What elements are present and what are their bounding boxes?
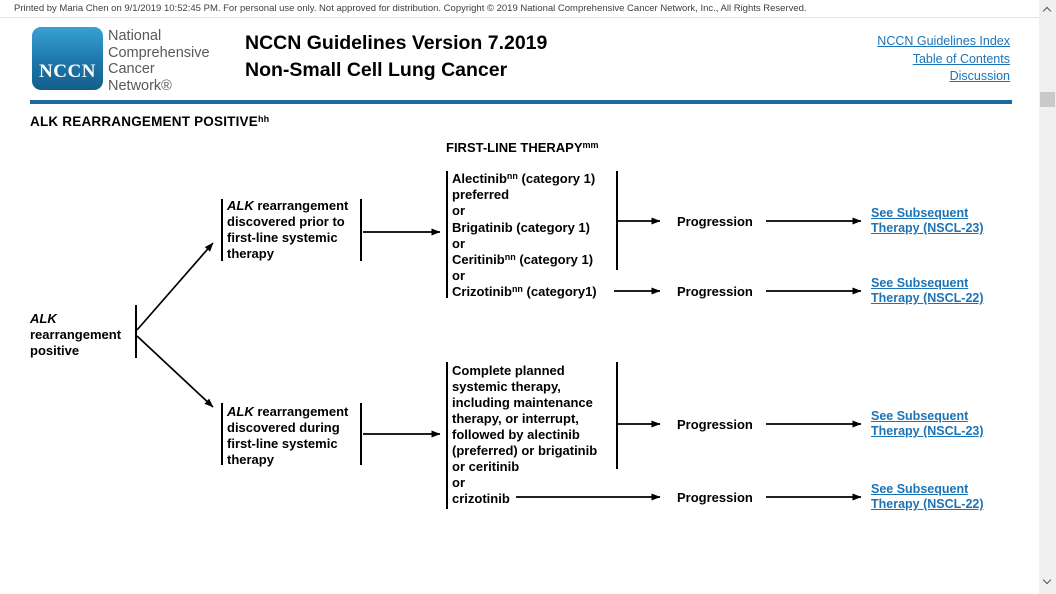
progression-label-4: Progression <box>677 490 753 505</box>
progression-label-2: Progression <box>677 284 753 299</box>
org-name-line: Network® <box>108 77 172 94</box>
vertical-scrollbar[interactable] <box>1039 0 1056 594</box>
scrollbar-thumb[interactable] <box>1040 92 1055 107</box>
node-discovered-during: ALK rearrangement discovered during first-line systemic therapy <box>227 404 349 467</box>
org-name-line: Cancer <box>108 61 155 77</box>
progression-label-1: Progression <box>677 214 753 229</box>
org-name <box>108 28 210 94</box>
see-subsequent-therapy-nscl-23-link-2[interactable]: See Subsequent Therapy (NSCL-23) <box>871 409 984 438</box>
print-bar <box>0 0 1039 18</box>
node-alk-rearrangement-positive: ALK rearrangement positive <box>30 311 122 358</box>
column-title-first-line-therapy: FIRST-LINE THERAPY$^{mm}$ <box>446 140 599 155</box>
nav-table-of-contents-link[interactable]: Table of Contents <box>912 51 1010 66</box>
footnote-mm: mm <box>582 140 599 150</box>
see-subsequent-therapy-nscl-23-link-1[interactable]: See Subsequent Therapy (NSCL-23) <box>871 206 984 235</box>
nav-discussion-link[interactable]: Discussion <box>949 69 1010 83</box>
print-bar-text: Printed by Maria Chen on 9/1/2019 10:52:45 PM. For personal use only. Not approved for distribution. Copyright © 2019 National Comprehensive Cancer Network, Inc., All Rights Reserved. <box>14 3 807 14</box>
page-title: ALK REARRANGEMENT POSITIVE$^{hh}$ <box>30 114 270 129</box>
footnote-nn: nn <box>511 284 523 295</box>
footnote-nn: nn <box>504 252 516 263</box>
header-nav <box>877 33 1010 86</box>
nccn-logo <box>32 27 103 90</box>
scroll-up-arrow-icon[interactable] <box>1043 7 1051 15</box>
guidelines-version-title: NCCN Guidelines Version 7.2019 <box>245 32 548 54</box>
see-subsequent-therapy-nscl-22-link-1[interactable]: See Subsequent Therapy (NSCL-22) <box>871 276 984 305</box>
header-divider <box>30 100 1012 104</box>
cancer-type-title: Non-Small Cell Lung Cancer <box>245 59 508 81</box>
progression-label-3: Progression <box>677 417 753 432</box>
node-discovered-prior: ALK rearrangement discovered prior to first-line systemic therapy <box>227 198 349 261</box>
org-name-line: National <box>108 28 162 44</box>
node-first-line-therapy-prior: Alectinib$^{nn}$ (category 1) preferred or Brigatinib (category 1) or Ceritinib$^{nn}$ (category 1) or Crizotinib$^{nn}$ (category1) <box>452 171 597 300</box>
nccn-logo-text: NCCN <box>39 61 96 82</box>
nav-guidelines-index-link[interactable]: NCCN Guidelines Index <box>877 34 1010 48</box>
org-name-line: Comprehensive <box>108 44 210 61</box>
node-first-line-therapy-during: Complete planned systemic therapy, including maintenance therapy, or interrupt, followed by alectinib (preferred) or brigatinib or ceritinib or crizotinib <box>452 363 598 506</box>
see-subsequent-therapy-nscl-22-link-2[interactable]: See Subsequent Therapy (NSCL-22) <box>871 482 984 511</box>
footnote-nn: nn <box>506 171 518 181</box>
footnote-hh: hh <box>257 114 270 124</box>
scroll-down-arrow-icon[interactable] <box>1043 576 1051 584</box>
